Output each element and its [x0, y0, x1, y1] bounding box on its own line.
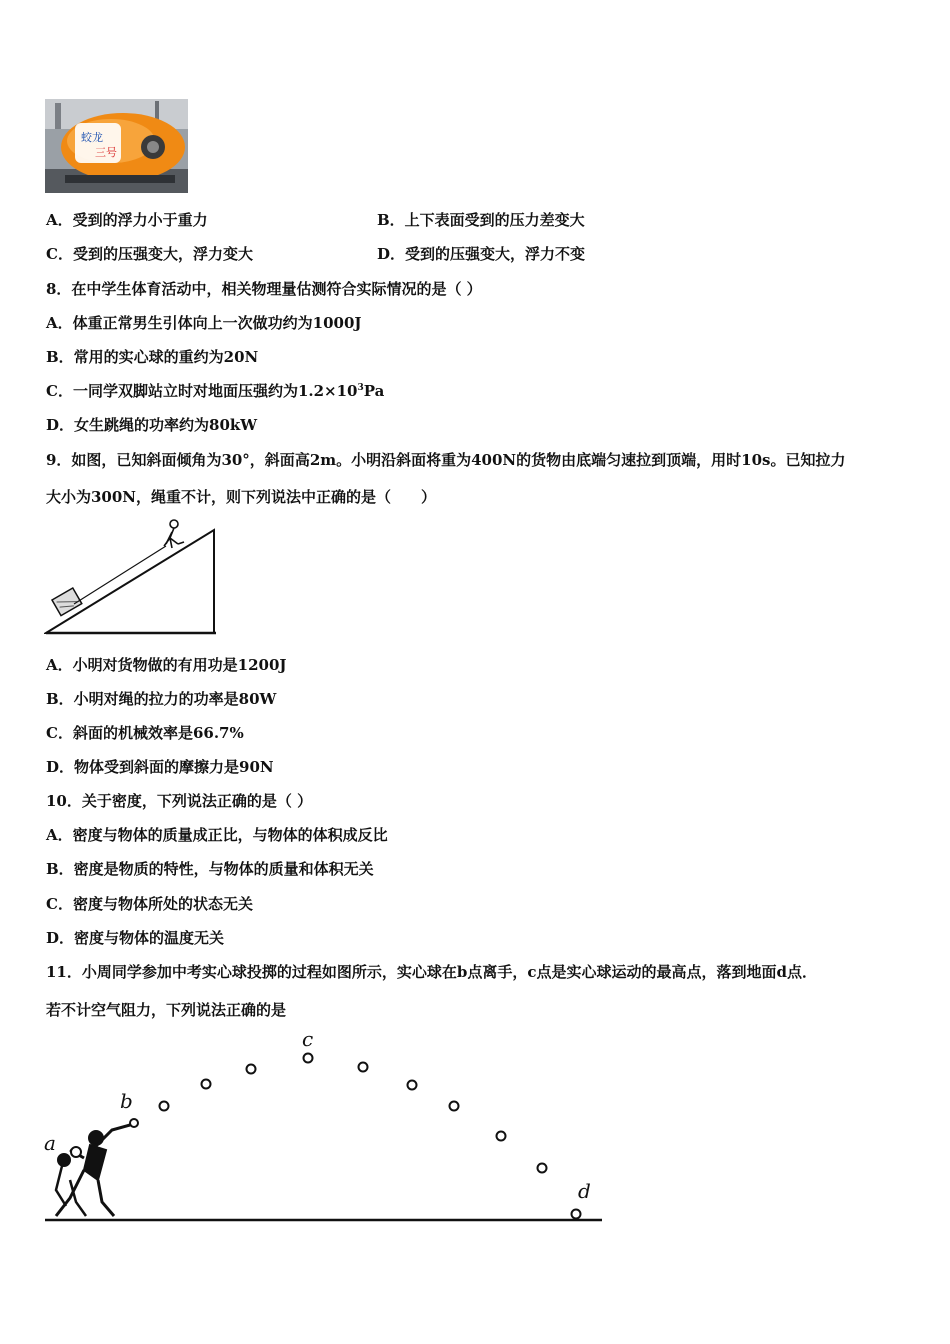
- ball-point: [408, 1081, 417, 1090]
- q8-option-c: [46, 381, 384, 401]
- thrower-figure: [56, 1119, 138, 1216]
- rope-line: [74, 546, 166, 604]
- q10-stem: 10．关于密度，下列说法正确的是（ ）: [46, 792, 313, 810]
- q7-option-d: D．受到的压强变大，浮力不变: [377, 245, 586, 263]
- ball-point: [247, 1065, 256, 1074]
- ball-point: [572, 1210, 581, 1219]
- q10-option-d: D．密度与物体的温度无关: [46, 929, 225, 947]
- q8-option-d: D．女生跳绳的功率约为80kW: [46, 416, 258, 434]
- label-b: b: [120, 1089, 133, 1113]
- ball-point: [160, 1102, 169, 1111]
- q8-option-b: B．常用的实心球的重约为20N: [46, 348, 259, 366]
- submersible-illustration: [45, 99, 188, 193]
- q10-option-b: B．密度是物质的特性，与物体的质量和体积无关: [46, 860, 374, 878]
- label-a: a: [44, 1131, 56, 1155]
- ball-point: [497, 1132, 506, 1141]
- q9-option-c: C．斜面的机械效率是66.7%: [46, 724, 244, 742]
- label-c: c: [302, 1030, 314, 1051]
- ball-point: [304, 1054, 313, 1063]
- ball-point: [359, 1063, 368, 1072]
- q9-option-a: A．小明对货物做的有用功是1200J: [46, 656, 287, 674]
- q9-option-d: D．物体受到斜面的摩擦力是90N: [46, 758, 274, 776]
- q7-option-c: C．受到的压强变大，浮力变大: [46, 245, 253, 263]
- q10-option-c: C．密度与物体所处的状态无关: [46, 895, 253, 913]
- submersible-name-line2: 三号: [95, 146, 117, 159]
- q8-option-c-exponent: 3: [357, 383, 364, 393]
- shot-put-diagram: [40, 1030, 610, 1230]
- ball-point: [538, 1164, 547, 1173]
- q8-option-c-prefix: C．一同学双脚站立时对地面压强约为1.2×10: [46, 382, 358, 400]
- q8-option-c-suffix: Pa: [363, 382, 385, 400]
- shot-put-figure: [40, 1030, 610, 1230]
- q7-option-b: B．上下表面受到的压力差变大: [377, 211, 585, 229]
- submersible-name-line1: 蛟龙: [81, 131, 103, 144]
- ball-point: [202, 1080, 211, 1089]
- incline-diagram: [44, 518, 219, 638]
- q9-stem-line2: 大小为300N，绳重不计，则下列说法中正确的是（ ）: [46, 488, 437, 506]
- q8-option-a: A．体重正常男生引体向上一次做功约为1000J: [46, 314, 362, 332]
- q11-stem-line1: 11．小周同学参加中考实心球投掷的过程如图所示，实心球在b点离手，c点是实心球运动的最高点，落到地面d点．: [46, 963, 817, 981]
- person-pulling: [164, 520, 184, 548]
- q9-stem-line1: 9．如图，已知斜面倾角为30°，斜面高2m。小明沿斜面将重为400N的货物由底端匀速拉到顶端，用时10s。已知拉力: [46, 451, 846, 469]
- q9-option-b: B．小明对绳的拉力的功率是80W: [46, 690, 277, 708]
- q10-option-a: A．密度与物体的质量成正比，与物体的体积成反比: [46, 826, 388, 844]
- q8-stem: 8．在中学生体育活动中，相关物理量估测符合实际情况的是（ ）: [46, 280, 482, 298]
- submersible-photo: [45, 99, 188, 193]
- q7-option-a: A．受到的浮力小于重力: [46, 211, 208, 229]
- ball-trajectory: [160, 1054, 581, 1219]
- incline-figure: [44, 518, 219, 638]
- ball-point: [450, 1102, 459, 1111]
- q11-stem-line2: 若不计空气阻力，下列说法正确的是: [46, 1001, 287, 1019]
- label-d: d: [578, 1179, 591, 1203]
